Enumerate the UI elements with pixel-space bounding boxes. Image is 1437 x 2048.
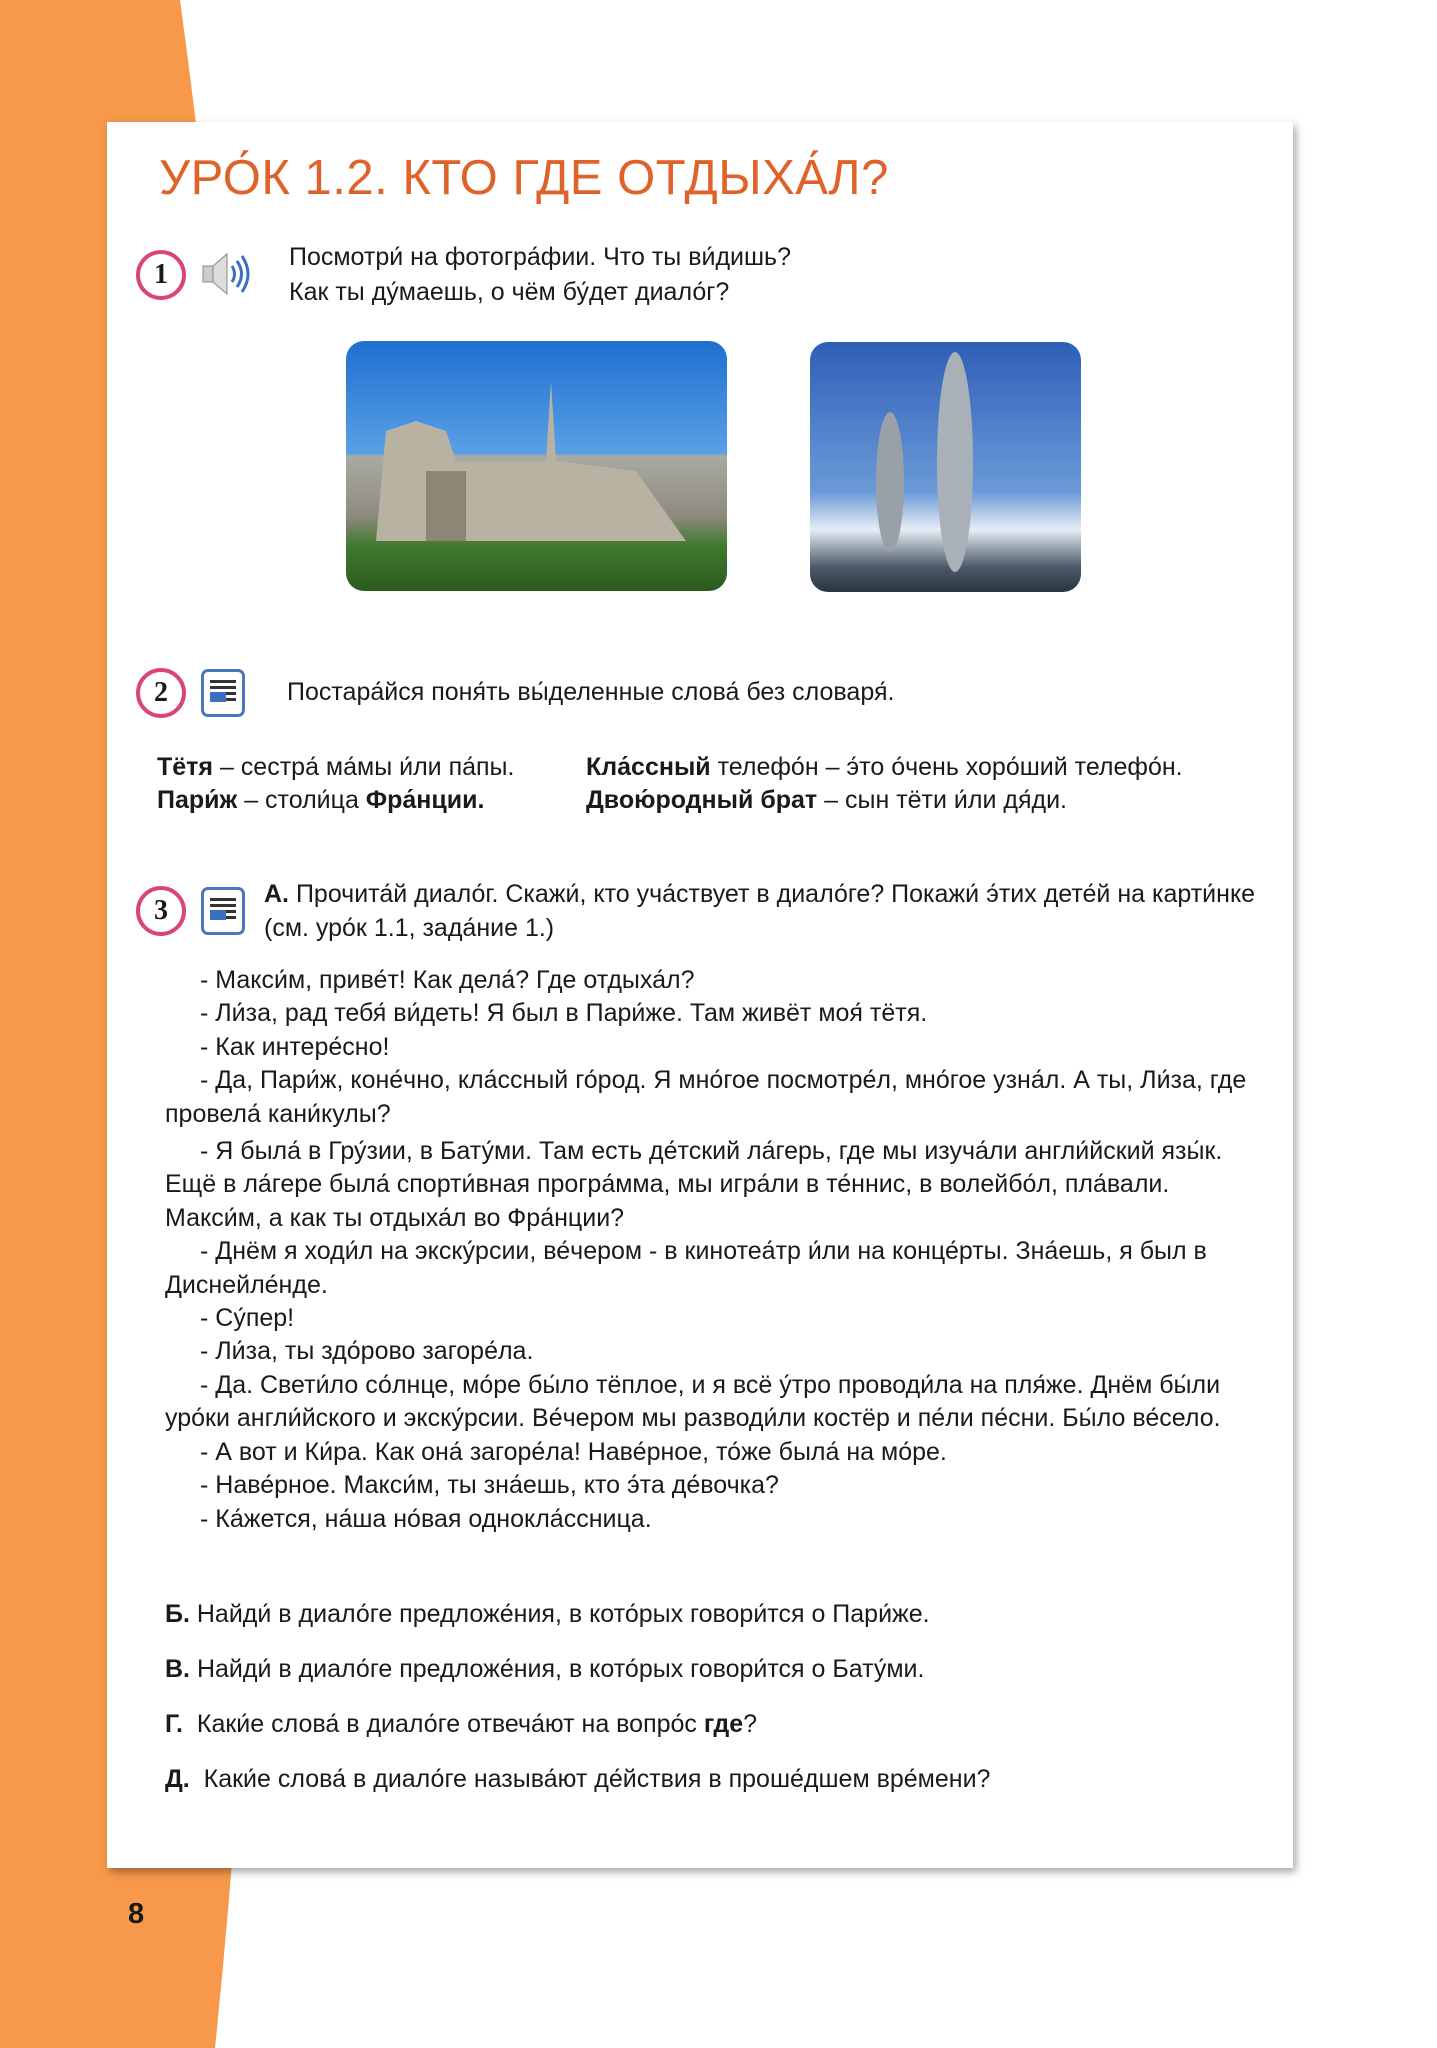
question-v: В. Найди́ в диало́ге предложе́ния, в кото́рых говори́тся о Бату́ми. — [165, 1655, 925, 1683]
dialog-line: - Ли́за, рад тебя́ ви́деть! Я был в Пари́же. Там живёт моя́ тётя. — [200, 999, 928, 1028]
notre-dame-photo — [346, 341, 727, 591]
dialog-line: - Да, Пари́ж, коне́чно, кла́ссный го́род. Я мно́гое посмотре́л, мно́гое узна́л. А ты, Ли́за, где провела́ кани́кулы? — [165, 1066, 1247, 1128]
page-number: 8 — [128, 1898, 145, 1930]
dialog — [165, 964, 1265, 1536]
dialog-line: - Наве́рное. Макси́м, ты зна́ешь, кто э́та де́вочка? — [200, 1471, 779, 1500]
question-g: Г. Каки́е слова́ в диало́ге отвеча́ют на вопро́с где? — [165, 1710, 758, 1738]
dialog-line: - Ка́жется, на́ша но́вая однокла́ссница. — [200, 1504, 652, 1533]
dialog-line: - А вот и Ки́ра. Как она́ загоре́ла! Наве́рное, то́же была́ на мо́ре. — [200, 1437, 947, 1466]
ali-nino-statue-photo — [810, 342, 1081, 592]
question-d: Д. Каки́е слова́ в диало́ге называ́ют де́йствия в проше́дшем вре́мени? — [165, 1765, 991, 1793]
dialog-line: - Макси́м, приве́т! Как дела́? Где отдыха́л? — [200, 966, 695, 994]
task-number-2: 2 — [136, 668, 186, 718]
task-number-1: 1 — [136, 250, 186, 300]
dialog-line: - Да. Свети́ло со́лнце, мо́ре бы́ло тёплое, и я всё у́тро проводи́ла на пля́же. Днём бы́ли уро́ки англи́йского и экску́рсии. Ве́чером мы разводи́ли костёр и пе́ли пе́сни. Бы́ло ве́село. — [165, 1370, 1221, 1433]
question-b: Б. Найди́ в диало́ге предложе́ния, в кото́рых говори́тся о Пари́же. — [165, 1600, 930, 1628]
task1-line: Как ты ду́маешь, о чём бу́дет диало́г? — [289, 278, 730, 306]
task-number-3: 3 — [136, 886, 186, 936]
definition: Двою́родный брат – сын тёти и́ли дя́ди. — [586, 786, 1068, 814]
dialog-line: - Ли́за, ты здо́рово загоре́ла. — [200, 1337, 534, 1366]
definition: Тётя – сестра́ ма́мы и́ли па́пы. — [157, 753, 515, 781]
text-book-icon — [201, 669, 245, 717]
textbook-page — [107, 122, 1293, 1868]
lesson-title: УРО́К 1.2. КТО ГДЕ ОТДЫХА́Л? — [159, 151, 889, 205]
text-book-icon — [201, 887, 245, 935]
definition: Пари́ж – столи́ца Фра́нции. — [157, 786, 485, 814]
task2-instruction: Постара́йся поня́ть вы́деленные слова́ без словаря́. — [287, 678, 895, 706]
dialog-line: - Я была́ в Гру́зии, в Бату́ми. Там есть де́тский ла́герь, где мы изуча́ли англи́йский язы́к. Ещё в ла́гере была́ спорти́вная програ́мма, мы игра́ли в те́ннис, в волейбо́л, пла́вали. Макси́м, а как ты отдыха́л во Фра́нции? — [165, 1137, 1223, 1232]
task3-a-instruction: А. Прочита́й диало́г. Скажи́, кто уча́ствует в диало́ге? Покажи́ э́тих дете́й на карти́нке (см. уро́к 1.1, зада́ние 1.) — [264, 880, 1256, 942]
definition: Кла́ссный телефо́н – э́то о́чень хоро́ший телефо́н. — [586, 753, 1183, 781]
task1-instructions — [289, 240, 1189, 310]
speaker-icon[interactable] — [199, 248, 251, 300]
dialog-line: - Днём я ходи́л на экску́рсии, ве́чером - в кинотеа́тр и́ли на конце́рты. Зна́ешь, я был в Диснейле́нде. — [165, 1237, 1207, 1299]
dialog-line: - Как интере́сно! — [200, 1032, 390, 1061]
dialog-line: - Су́пер! — [200, 1304, 295, 1333]
task1-line: Посмотри́ на фотогра́фии. Что ты ви́дишь? — [289, 243, 791, 271]
